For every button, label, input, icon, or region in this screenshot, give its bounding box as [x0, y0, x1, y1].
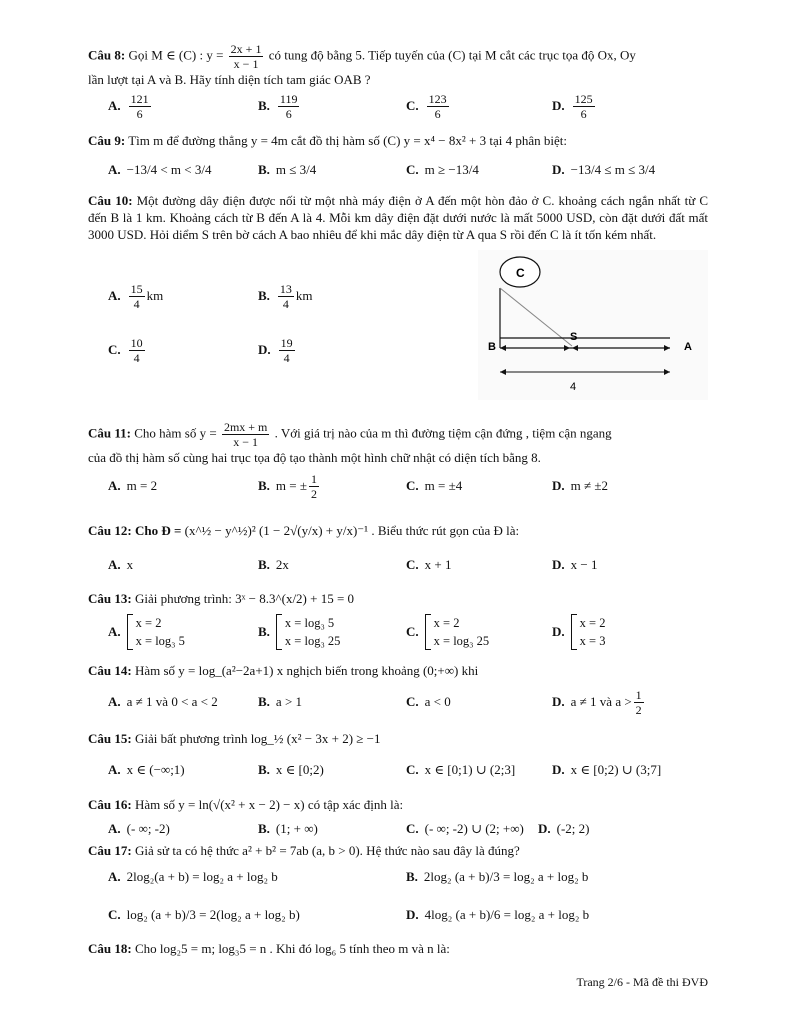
question-15: [88, 730, 708, 747]
option-a[interactable]: A. $\frac{15}{4}$ km: [108, 281, 164, 311]
option-c[interactable]: C. log₂ (a + b)/3 = 2(log₂ a + log₂ b): [108, 907, 300, 922]
question-8: [88, 42, 708, 88]
question-14: [88, 662, 708, 679]
question-text: Hàm số y = ln(√(x² + x − 2) − x) có tập xác định là:: [134, 797, 404, 812]
question-number: Câu 10:: [88, 193, 133, 208]
question-12: [88, 522, 708, 539]
question-number: Câu 8:: [88, 47, 126, 63]
option-c[interactable]: C. m = ±4: [406, 478, 463, 493]
question-9: [88, 132, 708, 149]
option-a[interactable]: A. x = 2 x = log₃ 5: [108, 616, 185, 648]
options-q17-row1: [88, 860, 708, 894]
option-d[interactable]: D. −13/4 ≤ m ≤ 3/4: [552, 162, 656, 177]
question-number: Câu 13:: [88, 591, 132, 606]
option-a[interactable]: A. $\frac{121}{6}$: [108, 91, 149, 121]
option-c[interactable]: C. x + 1: [406, 557, 452, 572]
option-a[interactable]: A. −13/4 < m < 3/4: [108, 162, 212, 177]
question-text: Cho log₂5 = m; log₃5 = n . Khi đó log₆ 5 tính theo m và n là:: [134, 941, 450, 956]
option-b[interactable]: B. (1; + ∞): [258, 821, 318, 836]
option-d[interactable]: D. m ≠ ±2: [552, 478, 609, 493]
option-b[interactable]: B. x = log₃ 5 x = log₃ 25: [258, 616, 341, 648]
option-a[interactable]: A. (- ∞; -2): [108, 821, 170, 836]
question-number: Câu 12:: [88, 523, 132, 538]
option-b[interactable]: B. 2log₂ (a + b)/3 = log₂ a + log₂ b: [406, 869, 589, 884]
option-b[interactable]: B. a > 1: [258, 694, 303, 709]
question-text: Hàm số y = log_(a²−2a+1) x nghịch biến trong khoảng (0;+∞) khi: [134, 663, 479, 678]
question-10: [88, 192, 708, 243]
options-q13: [88, 610, 708, 654]
option-d[interactable]: D. 4log₂ (a + b)/6 = log₂ a + log₂ b: [406, 907, 590, 922]
options-q17-row2: [88, 898, 708, 932]
question-number: Câu 14:: [88, 663, 132, 678]
question-number: Câu 15:: [88, 731, 132, 746]
options-q11: [88, 466, 708, 506]
question-text: Gọi M ∈ (C) : y =: [128, 47, 224, 63]
expression: (x^½ − y^½)² (1 − 2√(y/x) + y/x)⁻¹: [184, 523, 369, 538]
question-text: của đồ thị hàm số cùng hai trục tọa độ tạo thành một hình chữ nhật có diện tích bằng 8.: [88, 450, 541, 465]
option-c[interactable]: C. $\frac{123}{6}$: [406, 91, 447, 121]
question-text: có tung độ bằng 5. Tiếp tuyến của (C) tại M cắt các trục tọa độ Ox, Oy: [268, 47, 636, 63]
option-a[interactable]: A. x ∈ (−∞;1): [108, 762, 185, 777]
option-b[interactable]: B. $\frac{119}{6}$: [258, 91, 298, 121]
question-16: [88, 796, 708, 813]
label-c: C: [516, 266, 525, 280]
label-s: S: [570, 331, 578, 343]
option-d[interactable]: D. (-2; 2): [538, 821, 590, 836]
question-text: Giải phương trình: 3ˣ − 8.3^(x/2) + 15 = 0: [134, 591, 355, 606]
question-text: Giải bất phương trình log_½ (x² − 3x + 2) ≥ −1: [134, 731, 381, 746]
question-text: Cho hàm số y =: [134, 425, 217, 441]
option-b[interactable]: B. x ∈ [0;2): [258, 762, 324, 777]
question-text: Một đường dây điện được nối từ một nhà máy điện ở A đến một hòn đảo ở C. khoảng cách ngắn nhất từ C đến B là 1 km. Khoảng cách từ B đến A là 4. Mỗi km dây điện đặt dưới nước là mất 5000 USD, còn đặt dưới đất mất 3000 USD. Hỏi diểm S trên bờ cách A bao nhiêu để khi mắc dây điện từ A qua S rồi đến C là ít tốn kém nhất.: [88, 193, 708, 242]
option-d[interactable]: D. a ≠ 1 và a > $\frac{1}{2}$: [552, 687, 642, 717]
option-b[interactable]: B. $\frac{13}{4}$ km: [258, 281, 313, 311]
option-b[interactable]: B. m = ± $\frac{1}{2}$: [258, 471, 317, 501]
options-q12: [88, 548, 708, 582]
options-q16: [88, 818, 708, 840]
question-text: Tìm m để đường thẳng y = 4m cắt đồ thị hàm số (C) y = x⁴ − 8x² + 3 tại 4 phân biệt:: [128, 133, 567, 148]
fraction: $\frac{2x + 1}{x - 1}$: [230, 42, 262, 71]
option-d[interactable]: D. $\frac{19}{4}$: [258, 335, 293, 365]
option-a[interactable]: A. 2log₂(a + b) = log₂ a + log₂ b: [108, 869, 278, 884]
question-text: . Với giá trị nào của m thì đường tiệm cận đứng , tiệm cận ngang: [274, 425, 612, 441]
options-q14: [88, 682, 708, 722]
option-a[interactable]: A. m = 2: [108, 478, 158, 493]
label-distance: 4: [570, 381, 577, 393]
option-c[interactable]: C. (- ∞; -2) ∪ (2; +∞): [406, 821, 524, 836]
option-c[interactable]: C. m ≥ −13/4: [406, 162, 479, 177]
question-text: Giả sử ta có hệ thức a² + b² = 7ab (a, b > 0). Hệ thức nào sau đây là đúng?: [134, 843, 520, 858]
options-q9: [88, 150, 708, 190]
question-text: Cho Đ =: [134, 523, 182, 538]
question-number: Câu 18:: [88, 941, 132, 956]
option-c[interactable]: C. x ∈ [0;1) ∪ (2;3]: [406, 762, 516, 777]
page-footer: Trang 2/6 - Mã đề thi ĐVĐ: [576, 975, 708, 989]
option-b[interactable]: B. 2x: [258, 557, 289, 572]
question-text: lần lượt tại A và B. Hãy tính diện tích tam giác OAB ?: [88, 72, 371, 87]
label-b: B: [488, 341, 496, 353]
option-c[interactable]: C. $\frac{10}{4}$: [108, 335, 143, 365]
label-a: A: [684, 341, 692, 353]
question-10-figure: [478, 250, 708, 400]
option-c[interactable]: C. a < 0: [406, 694, 451, 709]
question-number: Câu 17:: [88, 843, 132, 858]
question-13: [88, 590, 708, 607]
option-c[interactable]: C. x = 2 x = log₃ 25: [406, 616, 490, 648]
option-a[interactable]: A. x: [108, 557, 134, 572]
question-17: [88, 842, 708, 859]
option-b[interactable]: B. m ≤ 3/4: [258, 162, 317, 177]
question-number: Câu 9:: [88, 133, 126, 148]
question-text: . Biểu thức rút gọn của Đ là:: [371, 523, 520, 538]
question-number: Câu 11:: [88, 425, 131, 441]
option-d[interactable]: D. $\frac{125}{6}$: [552, 91, 593, 121]
options-q8: [88, 86, 708, 126]
options-q15: [88, 752, 708, 788]
fraction: $\frac{2mx + m}{x - 1}$: [223, 420, 268, 449]
option-d[interactable]: D. x = 2 x = 3: [552, 616, 606, 648]
question-11: [88, 420, 708, 466]
question-number: Câu 16:: [88, 797, 132, 812]
option-a[interactable]: A. a ≠ 1 và 0 < a < 2: [108, 694, 218, 709]
option-d[interactable]: D. x − 1: [552, 557, 598, 572]
option-d[interactable]: D. x ∈ [0;2) ∪ (3;7]: [552, 762, 662, 777]
question-18: [88, 940, 708, 957]
